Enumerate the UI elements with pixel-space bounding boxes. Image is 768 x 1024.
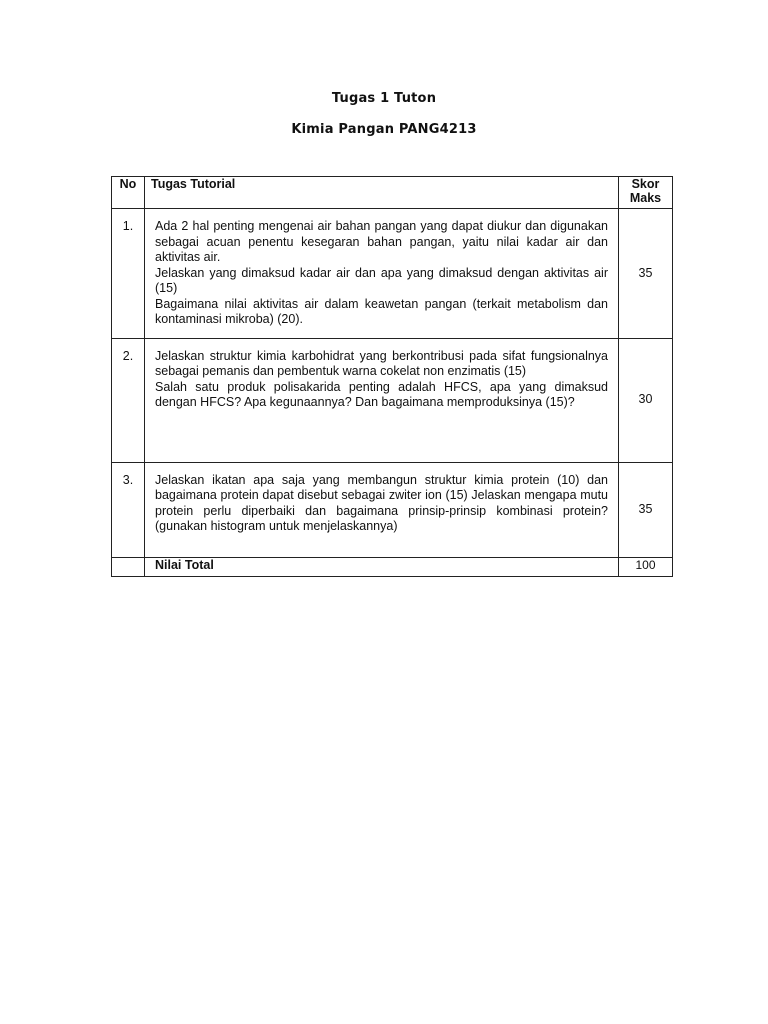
tasks-table xyxy=(111,176,673,577)
row-skor-value: 35 xyxy=(638,265,653,280)
row-task-text xyxy=(145,338,619,462)
header-skor-line2: Maks xyxy=(629,191,662,205)
row-task-text xyxy=(145,209,619,339)
header-skor-line1: Skor xyxy=(631,177,660,191)
header-task: Tugas Tutorial xyxy=(145,177,619,209)
total-label: Nilai Total xyxy=(145,557,619,576)
row-number: 3. xyxy=(112,462,145,557)
total-skor: 100 xyxy=(619,557,673,576)
total-empty-cell xyxy=(112,557,145,576)
task-paragraph: Bagaimana nilai aktivitas air dalam keawetan pangan (terkait metabolism dan kontaminasi mikroba) (20). xyxy=(155,296,608,326)
header-skor xyxy=(619,177,673,209)
header-no: No xyxy=(112,177,145,209)
row-skor xyxy=(619,338,673,462)
row-skor xyxy=(619,462,673,557)
table-row xyxy=(112,209,673,339)
row-skor xyxy=(619,209,673,339)
task-paragraph: Jelaskan struktur kimia karbohidrat yang berkontribusi pada sifat fungsionalnya sebagai pemanis dan pembentuk warna cokelat non enzimatis (15) xyxy=(155,348,608,378)
row-skor-value: 30 xyxy=(638,392,653,407)
task-paragraph: Salah satu produk polisakarida penting adalah HFCS, apa yang dimaksud dengan HFCS? Apa kegunaannya? Dan bagaimana memproduksinya (15)? xyxy=(155,379,608,409)
document-title: Tugas 1 Tuton xyxy=(331,91,437,106)
row-task-text xyxy=(145,462,619,557)
table-row xyxy=(112,338,673,462)
document-subtitle: Kimia Pangan PANG4213 xyxy=(291,122,477,137)
task-paragraph: Jelaskan yang dimaksud kadar air dan apa yang dimaksud dengan aktivitas air (15) xyxy=(155,265,608,295)
row-skor-value: 35 xyxy=(638,501,653,516)
table-row xyxy=(112,462,673,557)
row-number: 1. xyxy=(112,209,145,339)
table-header-row xyxy=(112,177,673,209)
task-paragraph: Ada 2 hal penting mengenai air bahan pangan yang dapat diukur dan digunakan sebagai acuan penentu kesegaran bahan pangan, yaitu nilai kadar air dan aktivitas air. xyxy=(155,219,608,264)
total-row xyxy=(112,557,673,576)
task-paragraph: Jelaskan ikatan apa saja yang membangun struktur kimia protein (10) dan bagaimana protein dapat disebut sebagai zwiter ion (15) Jelaskan mengapa mutu protein perlu diperbaiki dan bagaimana prinsip-prinsip kombinasi protein? (gunakan histogram untuk menjelaskannya) xyxy=(155,472,608,533)
row-number: 2. xyxy=(112,338,145,462)
